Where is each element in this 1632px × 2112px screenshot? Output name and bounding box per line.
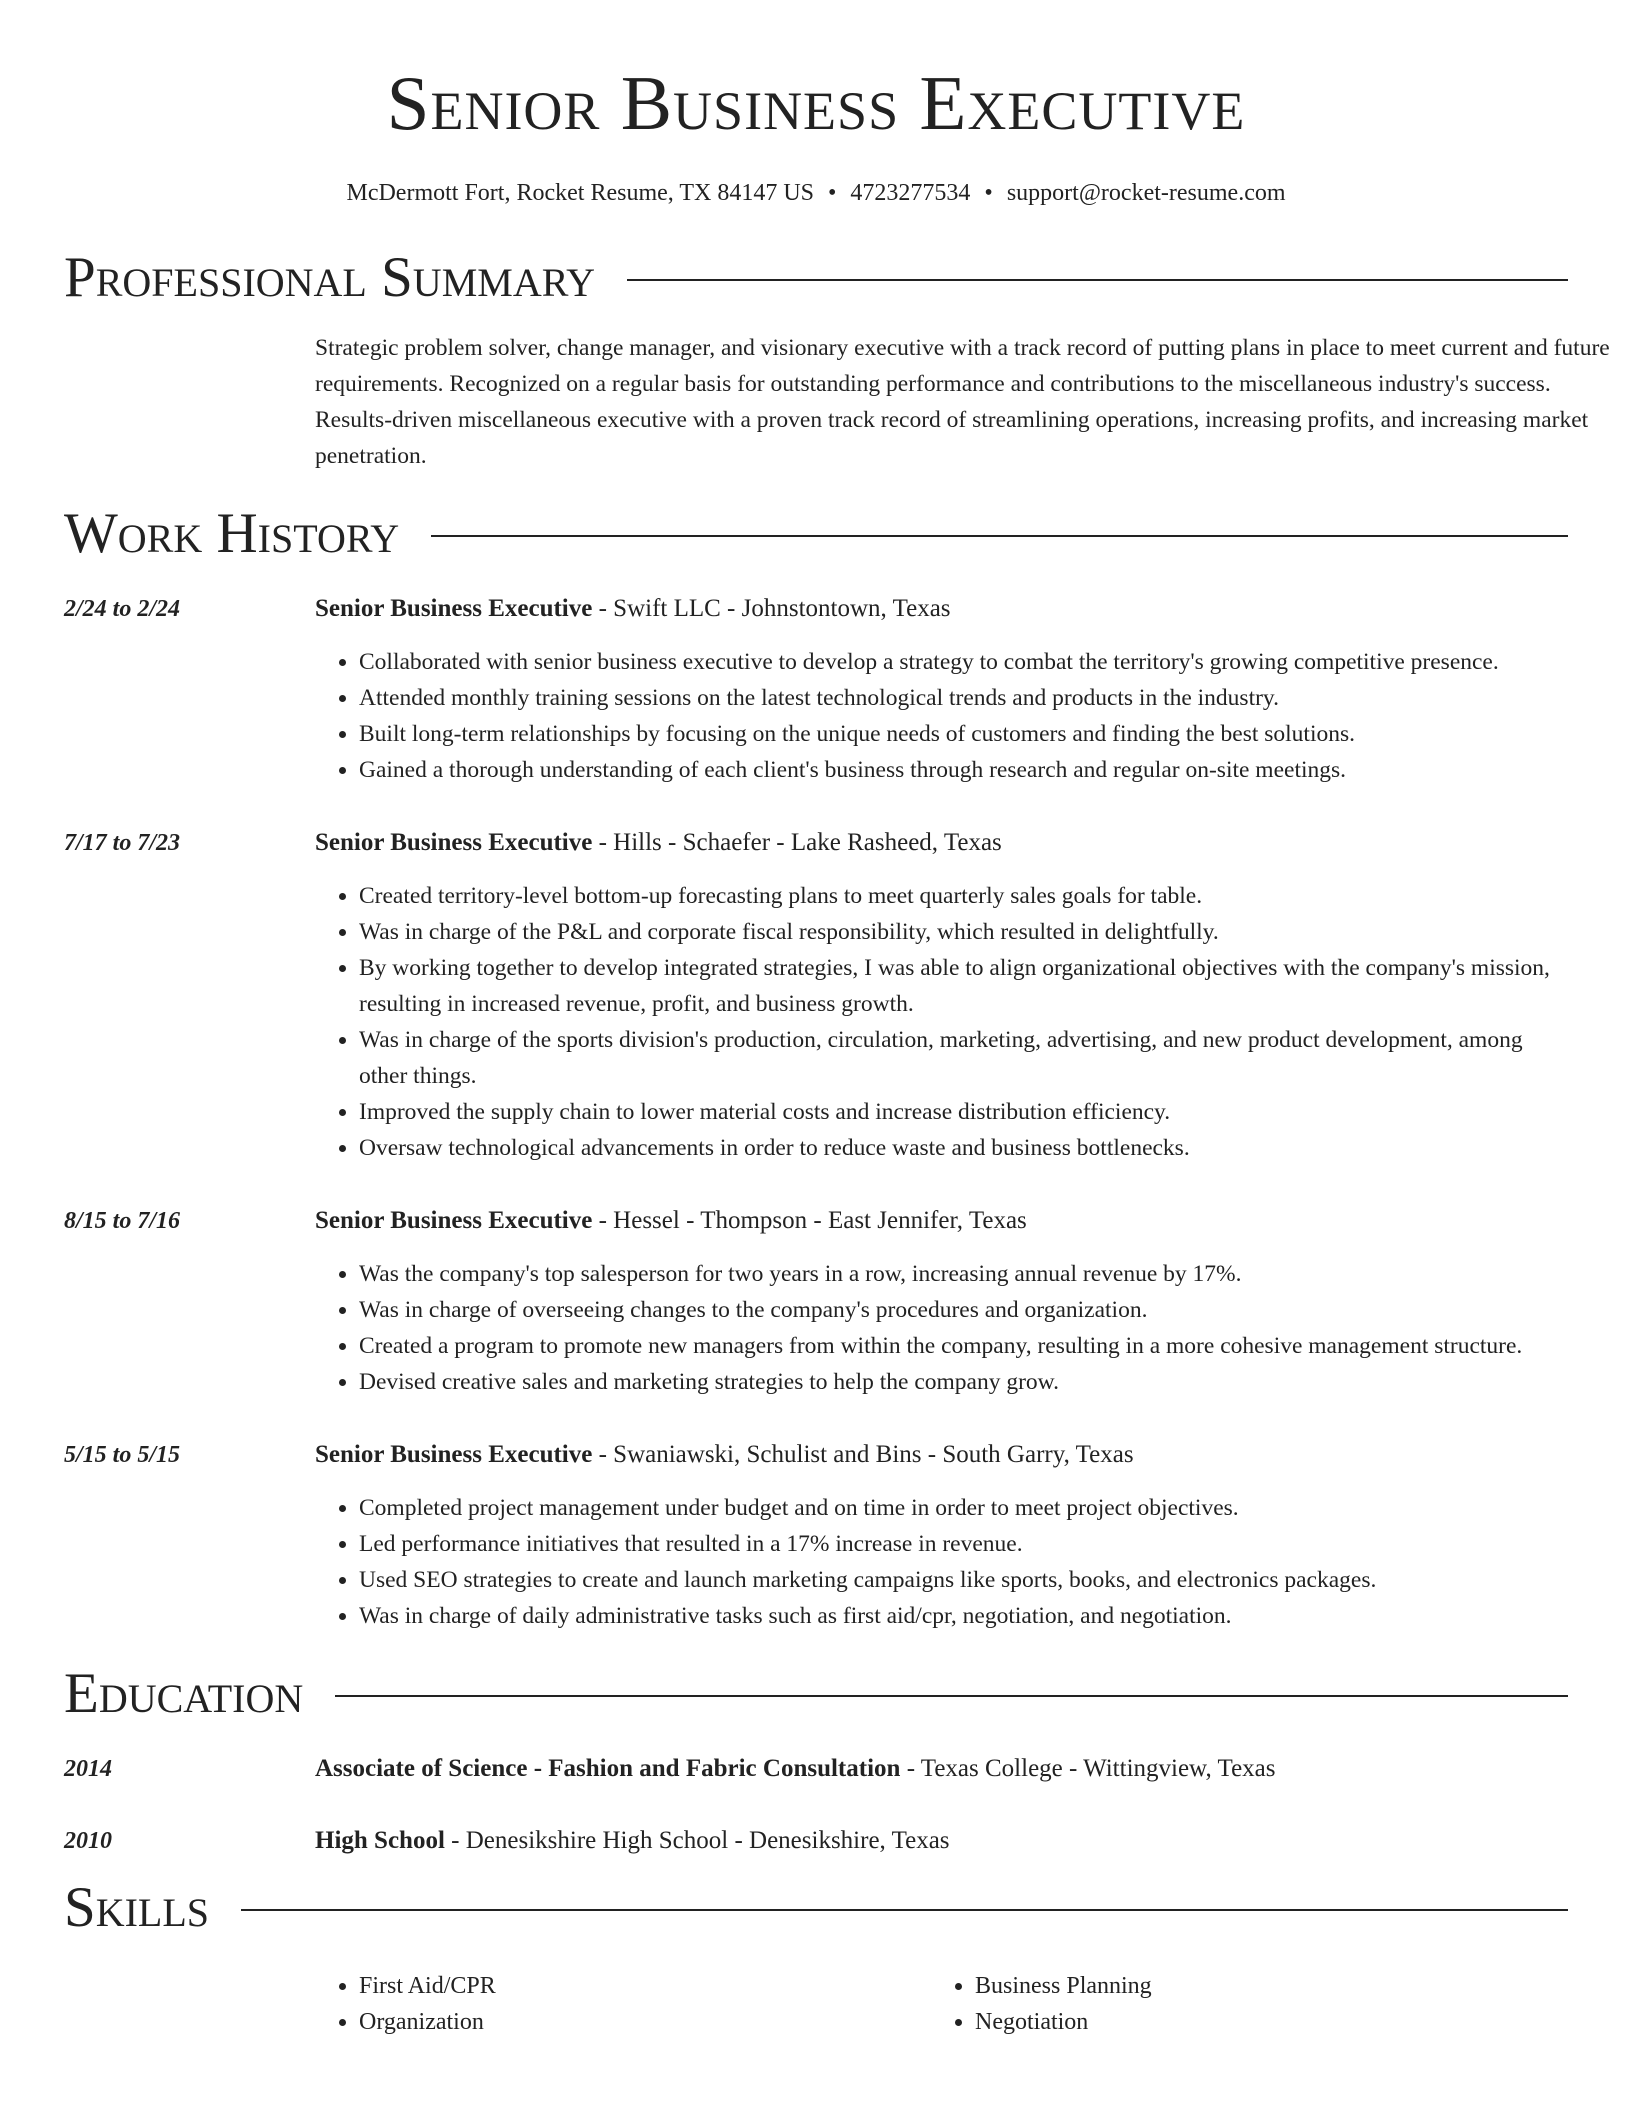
work-bullet: • Created territory-level bottom-up forecasting plans to meet quarterly sales goals for table.: [359, 878, 1568, 914]
education-entry: [64, 1754, 1568, 1784]
work-entry-company: - Hessel - Thompson - East Jennifer, Texas: [592, 1207, 1027, 1234]
work-bullet: • By working together to develop integrated strategies, I was able to align organizational objectives with the company's mission, resulting in increased revenue, profit, and business growth.: [359, 950, 1568, 1022]
education-entry-heading: [315, 1826, 1568, 1856]
work-entry-role: Senior Business Executive: [315, 829, 593, 856]
work-entry-heading: [315, 1206, 1568, 1236]
work-entry-company: - Swift LLC - Johnstontown, Texas: [592, 595, 951, 622]
work-entry: [64, 828, 1568, 1166]
work-section-title: Work History: [64, 502, 400, 565]
work-entry: [64, 1206, 1568, 1400]
work-bullet: • Was in charge of overseeing changes to the company's procedures and organization.: [359, 1292, 1568, 1328]
skill-item: • Organization: [359, 2004, 931, 2040]
work-entry-heading: [315, 828, 1568, 858]
work-bullet: • Devised creative sales and marketing strategies to help the company grow.: [359, 1364, 1568, 1400]
education-list: [64, 1754, 1568, 1856]
skills-section-title: Skills: [64, 1876, 210, 1939]
contact-email: support@rocket-resume.com: [1006, 180, 1286, 206]
work-entry-bullets: [315, 1490, 1568, 1634]
work-entry-role: Senior Business Executive: [315, 595, 593, 622]
skills-column-right: [931, 1968, 1547, 2040]
work-entry-date: 5/15 to 5/15: [64, 1442, 181, 1468]
work-bullet: • Created a program to promote new managers from within the company, resulting in a more cohesive management structure.: [359, 1328, 1568, 1364]
education-entry-heading: [315, 1754, 1568, 1784]
work-bullet: • Completed project management under budget and on time in order to meet project objectives.: [359, 1490, 1568, 1526]
contact-separator: •: [828, 180, 837, 206]
education-section-header: [64, 1664, 1568, 1724]
education-entry-date: 2010: [64, 1828, 112, 1854]
education-school: - Texas College - Wittingview, Texas: [900, 1755, 1276, 1782]
contact-line: [64, 178, 1568, 208]
education-school: - Denesikshire High School - Denesikshire, Texas: [444, 1827, 950, 1854]
skills-list: [315, 1968, 1568, 2040]
work-entry-bullets: [315, 644, 1568, 788]
work-entry-body: [315, 594, 1568, 788]
work-bullet: • Gained a thorough understanding of each client's business through research and regular on-site meetings.: [359, 752, 1568, 788]
summary-section-header: [64, 248, 1568, 308]
work-bullet: • Attended monthly training sessions on the latest technological trends and products in the industry.: [359, 680, 1568, 716]
education-entry: [64, 1826, 1568, 1856]
work-entry-role: Senior Business Executive: [315, 1207, 593, 1234]
contact-phone: 4723277534: [850, 180, 971, 206]
education-degree: High School: [315, 1827, 445, 1854]
section-divider: [241, 1909, 1568, 1911]
skill-item: • Negotiation: [975, 2004, 1547, 2040]
education-section-title: Education: [64, 1662, 304, 1725]
work-entry-heading: [315, 594, 1568, 624]
skills-column-left: [315, 1968, 931, 2040]
education-entry-body: [315, 1754, 1568, 1784]
work-entry: [64, 1440, 1568, 1634]
work-bullet: • Was in charge of the sports division's production, circulation, marketing, advertising, and new product development, among other things.: [359, 1022, 1568, 1094]
work-history-list: [64, 594, 1568, 1634]
skill-item: • Business Planning: [975, 1968, 1547, 2004]
section-divider: [431, 535, 1568, 537]
skill-item: • First Aid/CPR: [359, 1968, 931, 2004]
work-bullet: • Used SEO strategies to create and launch marketing campaigns like sports, books, and electronics packages.: [359, 1562, 1568, 1598]
work-entry-body: [315, 1440, 1568, 1634]
work-entry-bullets: [315, 878, 1568, 1166]
section-divider: [335, 1695, 1568, 1697]
work-entry-company: - Hills - Schaefer - Lake Rasheed, Texas: [592, 829, 1002, 856]
education-entry-body: [315, 1826, 1568, 1856]
work-entry-bullets: [315, 1256, 1568, 1400]
resume-name: Senior Business Executive: [386, 60, 1246, 146]
summary-text: Strategic problem solver, change manager, and visionary executive with a track record of putting plans in place to meet current and future requirements. Recognized on a regular basis for outstanding performance and contributions to the miscellaneous industry's success. Results-driven miscellaneous executive with a proven track record of streamlining operations, increasing profits, and increasing market penetration.: [315, 335, 1610, 469]
work-entry: [64, 594, 1568, 788]
work-section-header: [64, 504, 1568, 564]
work-entry-body: [315, 1206, 1568, 1400]
work-bullet: • Built long-term relationships by focusing on the unique needs of customers and finding the best solutions.: [359, 716, 1568, 752]
work-bullet: • Oversaw technological advancements in order to reduce waste and business bottlenecks.: [359, 1130, 1568, 1166]
work-entry-date: 2/24 to 2/24: [64, 596, 181, 622]
education-degree: Associate of Science - Fashion and Fabric Consultation: [315, 1755, 901, 1782]
work-entry-date: 7/17 to 7/23: [64, 830, 181, 856]
work-entry-company: - Swaniawski, Schulist and Bins - South Garry, Texas: [592, 1441, 1134, 1468]
skills-section-header: [64, 1878, 1568, 1938]
contact-separator: •: [984, 180, 993, 206]
education-entry-date: 2014: [64, 1756, 112, 1782]
work-bullet: • Was in charge of the P&L and corporate fiscal responsibility, which resulted in delightfully.: [359, 914, 1568, 950]
work-bullet: • Led performance initiatives that resulted in a 17% increase in revenue.: [359, 1526, 1568, 1562]
work-entry-heading: [315, 1440, 1568, 1470]
summary-section-title: Professional Summary: [64, 246, 596, 309]
work-entry-role: Senior Business Executive: [315, 1441, 593, 1468]
work-bullet: • Was in charge of daily administrative tasks such as first aid/cpr, negotiation, and negotiation.: [359, 1598, 1568, 1634]
section-divider: [627, 279, 1568, 281]
contact-address: McDermott Fort, Rocket Resume, TX 84147 US: [346, 180, 815, 206]
work-entry-date: 8/15 to 7/16: [64, 1208, 181, 1234]
work-bullet: • Improved the supply chain to lower material costs and increase distribution efficiency.: [359, 1094, 1568, 1130]
work-entry-body: [315, 828, 1568, 1166]
work-bullet: • Was the company's top salesperson for two years in a row, increasing annual revenue by 17%.: [359, 1256, 1568, 1292]
work-bullet: • Collaborated with senior business executive to develop a strategy to combat the territory's growing competitive presence.: [359, 644, 1568, 680]
